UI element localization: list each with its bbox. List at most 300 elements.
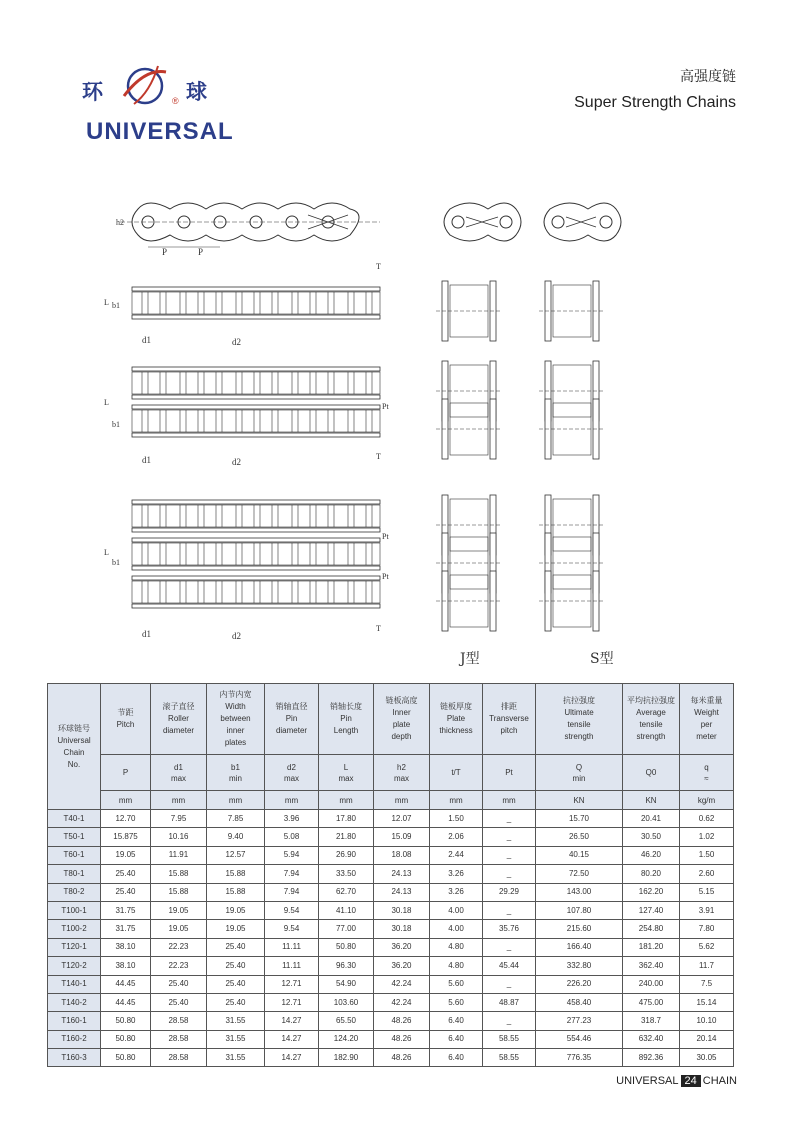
chain-number-cell: T160-3 bbox=[48, 1049, 101, 1067]
label-d1-1: d1 bbox=[142, 335, 151, 345]
table-cell: 7.5 bbox=[680, 975, 734, 993]
column-header-en: No. bbox=[67, 759, 81, 769]
table-cell: 25.40 bbox=[151, 975, 207, 993]
table-cell: 1.50 bbox=[430, 810, 483, 828]
table-cell: 554.46 bbox=[536, 1030, 623, 1048]
table-cell: 35.76 bbox=[483, 920, 536, 938]
label-l-3: L bbox=[104, 548, 109, 557]
table-cell: 103.60 bbox=[319, 993, 374, 1011]
table-cell: 4.80 bbox=[430, 957, 483, 975]
column-symbol bbox=[101, 755, 151, 791]
column-header bbox=[265, 684, 319, 755]
label-b1-2: b1 bbox=[112, 420, 120, 429]
table-cell: 21.80 bbox=[319, 828, 374, 846]
table-cell: 632.40 bbox=[623, 1030, 680, 1048]
table-cell: 3.91 bbox=[680, 901, 734, 919]
table-cell: 14.27 bbox=[265, 1030, 319, 1048]
table-cell: 25.40 bbox=[207, 938, 265, 956]
table-cell: 80.20 bbox=[623, 865, 680, 883]
table-row bbox=[48, 1012, 734, 1030]
table-cell: 215.60 bbox=[536, 920, 623, 938]
column-symbol-line: min bbox=[572, 773, 586, 783]
column-header-en: Pin bbox=[340, 714, 352, 723]
table-cell: _ bbox=[483, 846, 536, 864]
column-header-en: thickness bbox=[439, 726, 473, 735]
column-symbol-line: max bbox=[170, 773, 187, 783]
table-cell: 50.80 bbox=[101, 1049, 151, 1067]
table-cell: 17.80 bbox=[319, 810, 374, 828]
table-cell: 19.05 bbox=[151, 920, 207, 938]
column-header-en: diameter bbox=[162, 726, 195, 735]
column-header-en: diameter bbox=[275, 726, 308, 735]
chain-number-cell: T140-1 bbox=[48, 975, 101, 993]
label-t-3: T bbox=[376, 624, 381, 633]
table-cell: 475.00 bbox=[623, 993, 680, 1011]
column-unit: mm bbox=[207, 791, 265, 810]
column-header-en: per bbox=[700, 720, 713, 729]
table-cell: 11.11 bbox=[265, 938, 319, 956]
column-header-en: Weight bbox=[694, 708, 719, 717]
table-cell: _ bbox=[483, 901, 536, 919]
table-cell: 33.50 bbox=[319, 865, 374, 883]
column-symbol bbox=[265, 755, 319, 791]
table-cell: 127.40 bbox=[623, 901, 680, 919]
table-cell: 1.50 bbox=[680, 846, 734, 864]
table-cell: 162.20 bbox=[623, 883, 680, 901]
column-header-en: Inner bbox=[392, 708, 411, 717]
column-symbol bbox=[430, 755, 483, 791]
table-row bbox=[48, 901, 734, 919]
chain-number-cell: T140-2 bbox=[48, 993, 101, 1011]
column-header-cn: 平均抗拉强度 bbox=[627, 696, 675, 705]
table-cell: _ bbox=[483, 828, 536, 846]
page-footer bbox=[616, 1075, 737, 1087]
chain-number-cell: T80-1 bbox=[48, 865, 101, 883]
column-unit: mm bbox=[265, 791, 319, 810]
column-header-cn: 销轴长度 bbox=[330, 702, 362, 711]
table-cell: 226.20 bbox=[536, 975, 623, 993]
column-symbol-line: b1 bbox=[231, 762, 240, 772]
label-d2-1: d2 bbox=[232, 337, 241, 347]
column-header bbox=[623, 684, 680, 755]
column-symbol bbox=[536, 755, 623, 791]
table-cell: 28.58 bbox=[151, 1030, 207, 1048]
column-unit: KN bbox=[536, 791, 623, 810]
page-title-cn: 高强度链 bbox=[680, 68, 736, 84]
table-cell: 22.23 bbox=[151, 938, 207, 956]
column-header-en: Length bbox=[333, 726, 359, 735]
chain-number-cell: T50-1 bbox=[48, 828, 101, 846]
column-header-en: inner bbox=[226, 726, 245, 735]
table-cell: 15.09 bbox=[374, 828, 430, 846]
label-h2: h2 bbox=[116, 218, 124, 227]
table-cell: 9.40 bbox=[207, 828, 265, 846]
table-cell: 19.05 bbox=[207, 920, 265, 938]
table-cell: 1.02 bbox=[680, 828, 734, 846]
column-symbol-line: min bbox=[229, 773, 242, 783]
chain-number-cell: T120-1 bbox=[48, 938, 101, 956]
logo-cn-right: 球 bbox=[186, 79, 207, 104]
column-header bbox=[536, 684, 623, 755]
column-unit: mm bbox=[101, 791, 151, 810]
table-cell: 4.00 bbox=[430, 920, 483, 938]
table-cell: 62.70 bbox=[319, 883, 374, 901]
label-t-2: T bbox=[376, 452, 381, 461]
column-symbol bbox=[151, 755, 207, 791]
column-header-cn: 环球链号 bbox=[58, 723, 90, 733]
table-cell: 5.62 bbox=[680, 938, 734, 956]
table-cell: 3.26 bbox=[430, 883, 483, 901]
table-cell: 7.95 bbox=[151, 810, 207, 828]
column-symbol-line: max bbox=[393, 773, 410, 783]
table-cell: 65.50 bbox=[319, 1012, 374, 1030]
table-cell: 19.05 bbox=[101, 846, 151, 864]
table-cell: 30.18 bbox=[374, 901, 430, 919]
table-row bbox=[48, 810, 734, 828]
table-cell: 72.50 bbox=[536, 865, 623, 883]
column-header-en: meter bbox=[696, 732, 717, 741]
column-header-en: Plate bbox=[446, 714, 466, 723]
table-cell: 36.20 bbox=[374, 938, 430, 956]
table-cell: 458.40 bbox=[536, 993, 623, 1011]
table-cell: 15.88 bbox=[151, 883, 207, 901]
logo-wordmark: UNIVERSAL bbox=[86, 118, 234, 145]
column-header-en: Pitch bbox=[116, 720, 135, 729]
column-header-en: Universal bbox=[57, 735, 91, 745]
table-cell: 19.05 bbox=[151, 901, 207, 919]
table-cell: 2.60 bbox=[680, 865, 734, 883]
table-cell: 31.75 bbox=[101, 901, 151, 919]
table-cell: 48.87 bbox=[483, 993, 536, 1011]
column-header-en: Transverse bbox=[489, 714, 529, 723]
table-cell: 50.80 bbox=[101, 1012, 151, 1030]
table-cell: 11.11 bbox=[265, 957, 319, 975]
table-row bbox=[48, 920, 734, 938]
table-cell: 0.62 bbox=[680, 810, 734, 828]
table-cell: 10.16 bbox=[151, 828, 207, 846]
table-cell: 107.80 bbox=[536, 901, 623, 919]
column-symbol-line: Q bbox=[575, 762, 583, 772]
table-cell: 12.70 bbox=[101, 810, 151, 828]
column-header-en: tensile bbox=[567, 720, 591, 729]
table-cell: 11.7 bbox=[680, 957, 734, 975]
table-cell: 2.06 bbox=[430, 828, 483, 846]
label-t-1: T bbox=[376, 262, 381, 271]
table-cell: 7.94 bbox=[265, 865, 319, 883]
table-row bbox=[48, 846, 734, 864]
table-cell: 332.80 bbox=[536, 957, 623, 975]
table-cell: 58.55 bbox=[483, 1030, 536, 1048]
column-header-en: pitch bbox=[500, 726, 518, 735]
table-cell: 362.40 bbox=[623, 957, 680, 975]
table-cell: 25.40 bbox=[101, 865, 151, 883]
table-cell: 318.7 bbox=[623, 1012, 680, 1030]
table-cell: 5.15 bbox=[680, 883, 734, 901]
column-header-cn: 销轴直径 bbox=[275, 702, 308, 711]
table-cell: 5.94 bbox=[265, 846, 319, 864]
page-title-en: Super Strength Chains bbox=[574, 94, 736, 111]
chain-number-cell: T100-2 bbox=[48, 920, 101, 938]
column-header-en: strength bbox=[636, 732, 666, 741]
table-cell: 24.13 bbox=[374, 865, 430, 883]
column-header-en: plates bbox=[224, 738, 247, 747]
table-row bbox=[48, 1049, 734, 1067]
table-cell: 25.40 bbox=[151, 993, 207, 1011]
column-unit: kg/m bbox=[680, 791, 734, 810]
table-cell: 5.08 bbox=[265, 828, 319, 846]
table-cell: 11.91 bbox=[151, 846, 207, 864]
table-cell: 20.41 bbox=[623, 810, 680, 828]
table-cell: 25.40 bbox=[207, 975, 265, 993]
table-cell: 9.54 bbox=[265, 920, 319, 938]
table-cell: 28.58 bbox=[151, 1012, 207, 1030]
table-cell: 15.88 bbox=[207, 883, 265, 901]
column-header bbox=[374, 684, 430, 755]
column-unit: mm bbox=[430, 791, 483, 810]
table-cell: 15.14 bbox=[680, 993, 734, 1011]
table-cell: 14.27 bbox=[265, 1012, 319, 1030]
column-header-en: between bbox=[220, 714, 251, 723]
column-header-en: Ultimate bbox=[564, 708, 594, 717]
table-cell: 31.55 bbox=[207, 1012, 265, 1030]
column-header-cn: 内节内宽 bbox=[219, 690, 252, 699]
column-header bbox=[151, 684, 207, 755]
label-p2: P bbox=[198, 247, 204, 257]
table-cell: 44.45 bbox=[101, 993, 151, 1011]
column-symbol-line: P bbox=[122, 768, 129, 777]
column-header bbox=[48, 684, 101, 810]
column-symbol bbox=[207, 755, 265, 791]
label-d2-2: d2 bbox=[232, 457, 241, 467]
table-row bbox=[48, 1030, 734, 1048]
table-cell: 181.20 bbox=[623, 938, 680, 956]
table-cell: 124.20 bbox=[319, 1030, 374, 1048]
table-cell: 2.44 bbox=[430, 846, 483, 864]
label-d1-2: d1 bbox=[142, 455, 151, 465]
table-row bbox=[48, 828, 734, 846]
table-row bbox=[48, 975, 734, 993]
table-cell: 77.00 bbox=[319, 920, 374, 938]
label-l-1: L bbox=[104, 298, 109, 307]
table-cell: 15.88 bbox=[207, 865, 265, 883]
table-cell: 31.55 bbox=[207, 1049, 265, 1067]
column-header-en: Pin bbox=[285, 714, 298, 723]
label-p1: P bbox=[162, 247, 168, 257]
column-symbol-line: d1 bbox=[174, 762, 183, 772]
column-header-cn: 排距 bbox=[501, 702, 517, 711]
table-cell: 31.75 bbox=[101, 920, 151, 938]
column-symbol-line: q bbox=[704, 762, 709, 772]
footer-brand: UNIVERSAL bbox=[616, 1075, 679, 1087]
column-header-en: Roller bbox=[168, 714, 189, 723]
table-row bbox=[48, 883, 734, 901]
column-symbol-line: max bbox=[338, 773, 354, 783]
table-cell: 46.20 bbox=[623, 846, 680, 864]
table-cell: 776.35 bbox=[536, 1049, 623, 1067]
column-symbol-line: max bbox=[283, 773, 300, 783]
table-cell: 42.24 bbox=[374, 975, 430, 993]
type-j-label: J型 bbox=[460, 651, 480, 667]
column-symbol bbox=[483, 755, 536, 791]
table-cell: 26.50 bbox=[536, 828, 623, 846]
table-cell: 58.55 bbox=[483, 1049, 536, 1067]
chain-number-cell: T40-1 bbox=[48, 810, 101, 828]
table-cell: 166.40 bbox=[536, 938, 623, 956]
table-cell: 10.10 bbox=[680, 1012, 734, 1030]
table-cell: 6.40 bbox=[430, 1012, 483, 1030]
table-cell: 12.71 bbox=[265, 975, 319, 993]
table-cell: 48.26 bbox=[374, 1049, 430, 1067]
label-b1-3: b1 bbox=[112, 558, 120, 567]
table-row bbox=[48, 957, 734, 975]
column-symbol-line: L bbox=[343, 762, 349, 772]
column-symbol bbox=[319, 755, 374, 791]
label-l-2: L bbox=[104, 398, 109, 407]
column-symbol-line: h2 bbox=[397, 762, 406, 772]
table-cell: 5.60 bbox=[430, 993, 483, 1011]
table-cell: 50.80 bbox=[319, 938, 374, 956]
globe-icon bbox=[120, 62, 170, 110]
table-cell: 254.80 bbox=[623, 920, 680, 938]
column-header-cn: 节距 bbox=[117, 708, 134, 717]
column-header-en: Chain bbox=[63, 747, 85, 757]
table-cell: 9.54 bbox=[265, 901, 319, 919]
table-cell: 25.40 bbox=[101, 883, 151, 901]
table-cell: 31.55 bbox=[207, 1030, 265, 1048]
table-cell: 4.80 bbox=[430, 938, 483, 956]
table-cell: 38.10 bbox=[101, 938, 151, 956]
table-cell: _ bbox=[483, 938, 536, 956]
table-cell: 15.88 bbox=[151, 865, 207, 883]
table-cell: 3.26 bbox=[430, 865, 483, 883]
table-cell: 30.18 bbox=[374, 920, 430, 938]
label-d1-3: d1 bbox=[142, 629, 151, 639]
column-symbol-line: t/T bbox=[451, 768, 461, 777]
brand-logo bbox=[82, 58, 234, 148]
registered-mark: ® bbox=[172, 96, 179, 106]
table-cell: 30.05 bbox=[680, 1049, 734, 1067]
table-cell: 14.27 bbox=[265, 1049, 319, 1067]
column-header-en: Average bbox=[636, 708, 666, 717]
column-header bbox=[319, 684, 374, 755]
table-cell: 25.40 bbox=[207, 993, 265, 1011]
table-cell: 7.94 bbox=[265, 883, 319, 901]
table-row bbox=[48, 938, 734, 956]
table-cell: _ bbox=[483, 1012, 536, 1030]
label-pt-3b: Pt bbox=[382, 572, 389, 581]
table-cell: 41.10 bbox=[319, 901, 374, 919]
column-unit: mm bbox=[483, 791, 536, 810]
table-cell: 12.07 bbox=[374, 810, 430, 828]
chain-number-cell: T160-1 bbox=[48, 1012, 101, 1030]
column-header bbox=[430, 684, 483, 755]
table-cell: 7.85 bbox=[207, 810, 265, 828]
column-symbol-line: ≈ bbox=[704, 773, 709, 783]
table-cell: 18.08 bbox=[374, 846, 430, 864]
table-row bbox=[48, 865, 734, 883]
label-d2-3: d2 bbox=[232, 631, 241, 641]
table-cell: 240.00 bbox=[623, 975, 680, 993]
table-cell: 277.23 bbox=[536, 1012, 623, 1030]
column-header-en: depth bbox=[391, 732, 412, 741]
chain-technical-drawing bbox=[90, 195, 670, 670]
table-cell: 29.29 bbox=[483, 883, 536, 901]
column-unit: mm bbox=[374, 791, 430, 810]
column-unit: mm bbox=[151, 791, 207, 810]
chain-number-cell: T60-1 bbox=[48, 846, 101, 864]
column-header-en: strength bbox=[564, 732, 594, 741]
table-cell: 15.70 bbox=[536, 810, 623, 828]
table-cell: 42.24 bbox=[374, 993, 430, 1011]
table-cell: 96.30 bbox=[319, 957, 374, 975]
column-header-cn: 抗拉强度 bbox=[563, 696, 595, 705]
table-cell: 36.20 bbox=[374, 957, 430, 975]
table-cell: 3.96 bbox=[265, 810, 319, 828]
table-cell: 143.00 bbox=[536, 883, 623, 901]
column-symbol-line: d2 bbox=[287, 762, 296, 772]
table-cell: 54.90 bbox=[319, 975, 374, 993]
table-cell: 48.26 bbox=[374, 1030, 430, 1048]
column-header-cn: 滚子直径 bbox=[162, 702, 195, 711]
table-cell: 30.50 bbox=[623, 828, 680, 846]
table-cell: 44.45 bbox=[101, 975, 151, 993]
label-pt-3a: Pt bbox=[382, 532, 389, 541]
table-cell: 12.57 bbox=[207, 846, 265, 864]
table-cell: 19.05 bbox=[207, 901, 265, 919]
page-number: 24 bbox=[681, 1075, 701, 1087]
type-s-label: S型 bbox=[590, 651, 614, 667]
spec-table bbox=[47, 683, 734, 1067]
table-cell: 182.90 bbox=[319, 1049, 374, 1067]
table-cell: 50.80 bbox=[101, 1030, 151, 1048]
table-cell: 15.875 bbox=[101, 828, 151, 846]
chain-number-cell: T100-1 bbox=[48, 901, 101, 919]
table-cell: 5.60 bbox=[430, 975, 483, 993]
column-header-en: Width bbox=[225, 702, 246, 711]
column-header bbox=[207, 684, 265, 755]
column-header-cn: 每米重量 bbox=[690, 696, 723, 705]
table-cell: 892.36 bbox=[623, 1049, 680, 1067]
footer-section: CHAIN bbox=[702, 1075, 737, 1087]
table-cell: _ bbox=[483, 975, 536, 993]
column-unit: KN bbox=[623, 791, 680, 810]
table-cell: 12.71 bbox=[265, 993, 319, 1011]
chain-number-cell: T80-2 bbox=[48, 883, 101, 901]
table-cell: 20.14 bbox=[680, 1030, 734, 1048]
table-cell: 22.23 bbox=[151, 957, 207, 975]
table-cell: 26.90 bbox=[319, 846, 374, 864]
table-cell: 6.40 bbox=[430, 1030, 483, 1048]
table-row bbox=[48, 993, 734, 1011]
table-cell: 6.40 bbox=[430, 1049, 483, 1067]
table-cell: _ bbox=[483, 810, 536, 828]
column-symbol bbox=[623, 755, 680, 791]
chain-number-cell: T160-2 bbox=[48, 1030, 101, 1048]
table-cell: 7.80 bbox=[680, 920, 734, 938]
table-cell: 4.00 bbox=[430, 901, 483, 919]
column-symbol bbox=[680, 755, 734, 791]
table-cell: 25.40 bbox=[207, 957, 265, 975]
table-cell: 28.58 bbox=[151, 1049, 207, 1067]
column-header bbox=[483, 684, 536, 755]
table-cell: _ bbox=[483, 865, 536, 883]
column-unit: mm bbox=[319, 791, 374, 810]
column-header bbox=[101, 684, 151, 755]
table-cell: 40.15 bbox=[536, 846, 623, 864]
column-symbol bbox=[374, 755, 430, 791]
table-cell: 48.26 bbox=[374, 1012, 430, 1030]
column-header-en: tensile bbox=[639, 720, 663, 729]
